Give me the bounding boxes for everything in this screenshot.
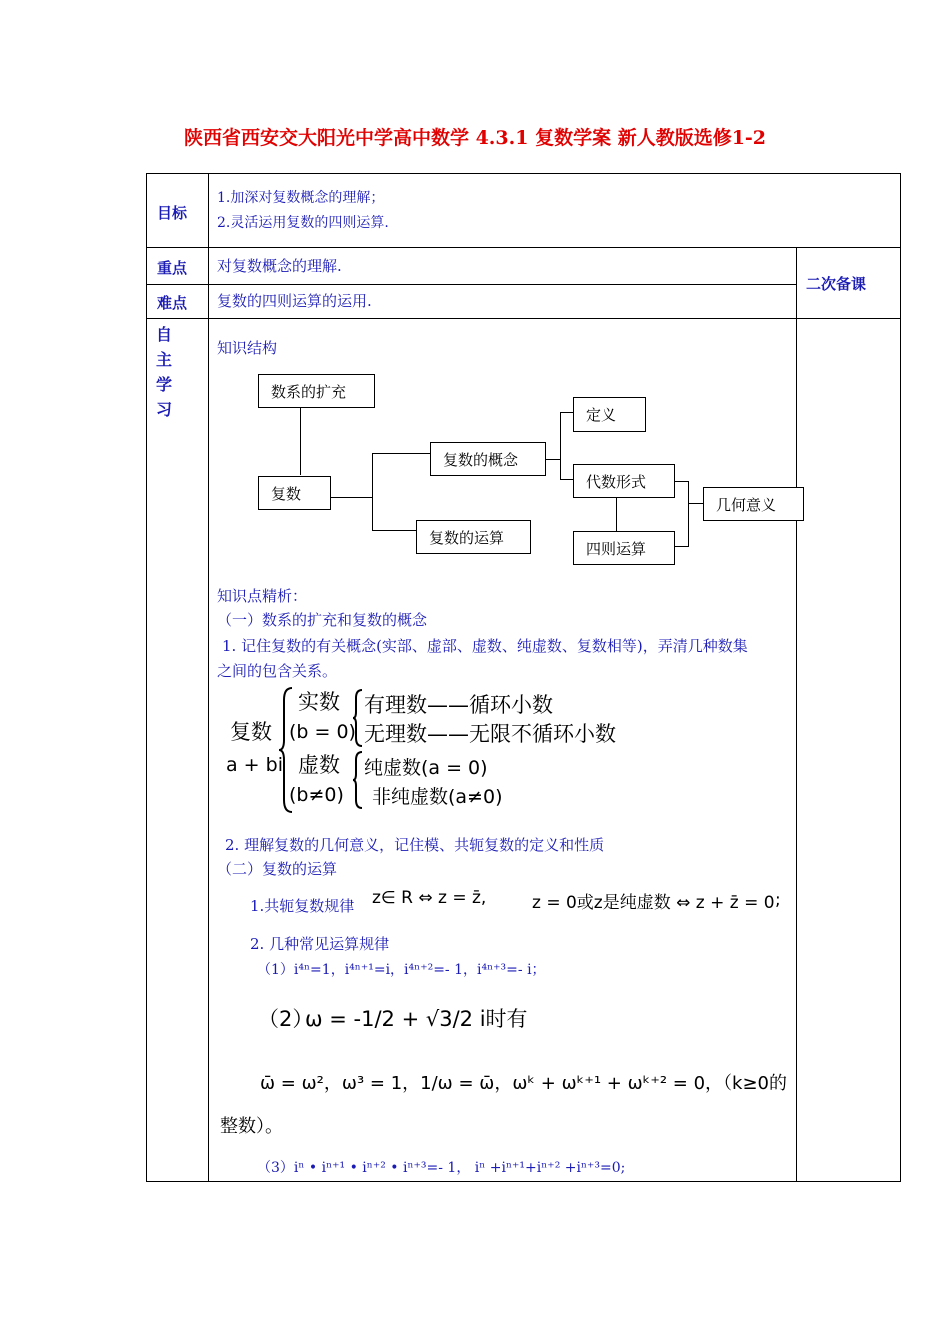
rule-2-label: （2） <box>258 1007 314 1031</box>
tree-real-condition: (b = 0) <box>289 721 356 743</box>
rule-3: （3）iⁿ • iⁿ⁺¹ • iⁿ⁺² • iⁿ⁺³=- 1， iⁿ +iⁿ⁺¹+iⁿ⁺² +iⁿ⁺³=0; <box>257 1160 626 1176</box>
connector <box>330 497 373 498</box>
section-2-heading: （二）复数的运算 <box>217 860 338 878</box>
tree-pure-imaginary: 纯虚数(a = 0) <box>364 757 488 779</box>
section-1-heading: （一）数系的扩充和复数的概念 <box>217 611 428 629</box>
analysis-heading: 知识点精析： <box>217 587 308 605</box>
goal-item-1: 1.加深对复数概念的理解； <box>217 190 385 206</box>
point-1-line-b: 之间的包含关系。 <box>217 662 338 680</box>
connector <box>560 412 573 413</box>
omega-properties: ω̄ = ω²，ω³ = 1，1/ω = ω̄，ωᵏ + ωᵏ⁺¹ + ωᵏ⁺² = 0，（k≥0的 <box>260 1073 787 1094</box>
second-prep-label: 二次备课 <box>806 275 867 293</box>
node-geometric-meaning: 几何意义 <box>703 487 804 521</box>
difficulty-label: 难点 <box>157 294 188 312</box>
connector <box>674 481 689 482</box>
goal-label: 目标 <box>157 204 188 222</box>
col-divider <box>208 174 209 1181</box>
key-point-label: 重点 <box>157 259 188 277</box>
connector <box>300 407 301 475</box>
omega-properties-end: 整数）。 <box>220 1116 283 1137</box>
conjugate-formula-1: z∈ R ⇔ z = z̄, <box>372 888 487 908</box>
point-2: 2. 理解复数的几何意义，记住模、共轭复数的定义和性质 <box>225 836 605 854</box>
tree-brace-imaginary <box>352 750 364 810</box>
connector <box>372 453 430 454</box>
connector <box>688 503 703 504</box>
row-divider <box>147 284 797 285</box>
self-study-label-3: 学 <box>156 375 173 394</box>
tree-imaginary: 虚数 <box>298 753 340 777</box>
node-complex-concept: 复数的概念 <box>430 442 546 476</box>
tree-real: 实数 <box>298 690 340 714</box>
tree-root-form: a + bi <box>226 754 283 776</box>
connector <box>688 481 689 547</box>
conjugate-formula-2: z = 0或z是纯虚数 ⇔ z + z̄ = 0 <box>532 893 775 913</box>
node-definition: 定义 <box>573 397 646 432</box>
rules-heading: 2. 几种常见运算规律 <box>250 935 390 953</box>
tree-imaginary-condition: (b≠0) <box>289 784 344 806</box>
point-1-line-a: 1. 记住复数的有关概念(实部、虚部、虚数、纯虚数、复数相等)，弄清几种数集 <box>222 637 748 655</box>
self-study-label-1: 自 <box>156 325 173 344</box>
node-algebraic-form: 代数形式 <box>573 464 675 498</box>
key-point-text: 对复数概念的理解. <box>217 257 342 275</box>
connector <box>560 479 573 480</box>
row-divider <box>147 247 900 248</box>
self-study-label-2: 主 <box>156 350 173 369</box>
tree-root-complex: 复数 <box>230 720 272 744</box>
connector <box>372 453 373 531</box>
diagram-heading: 知识结构 <box>217 339 278 357</box>
row-divider <box>147 318 900 319</box>
tree-brace-real <box>352 688 364 748</box>
col-divider <box>796 247 797 1181</box>
node-complex-operations: 复数的运算 <box>416 520 531 554</box>
goal-item-2: 2.灵活运用复数的四则运算. <box>217 215 389 231</box>
node-number-system-extension: 数系的扩充 <box>258 374 375 408</box>
document-title: 陕西省西安交大阳光中学高中数学 4.3.1 复数学案 新人教版选修1-2 <box>183 127 767 149</box>
self-study-label-4: 习 <box>156 400 173 419</box>
connector <box>616 497 617 532</box>
tree-rational: 有理数——循环小数 <box>364 693 553 717</box>
node-complex-number: 复数 <box>258 476 331 510</box>
connector <box>560 412 561 480</box>
rule-1: （1）i⁴ⁿ=1，i⁴ⁿ⁺¹=i，i⁴ⁿ⁺²=- 1，i⁴ⁿ⁺³=- i； <box>257 962 546 978</box>
difficulty-text: 复数的四则运算的运用. <box>217 292 372 310</box>
connector <box>372 530 416 531</box>
tree-nonpure-imaginary: 非纯虚数(a≠0) <box>372 786 503 808</box>
connector <box>674 546 689 547</box>
conjugate-rule-label: 1.共轭复数规律 <box>250 897 355 915</box>
tree-irrational: 无理数——无限不循环小数 <box>364 722 616 746</box>
connector <box>545 459 561 460</box>
conjugate-semicolon: ; <box>775 890 781 910</box>
node-four-operations: 四则运算 <box>573 531 675 565</box>
omega-definition: ω = -1/2 + √3/2 i时有 <box>305 1007 528 1031</box>
